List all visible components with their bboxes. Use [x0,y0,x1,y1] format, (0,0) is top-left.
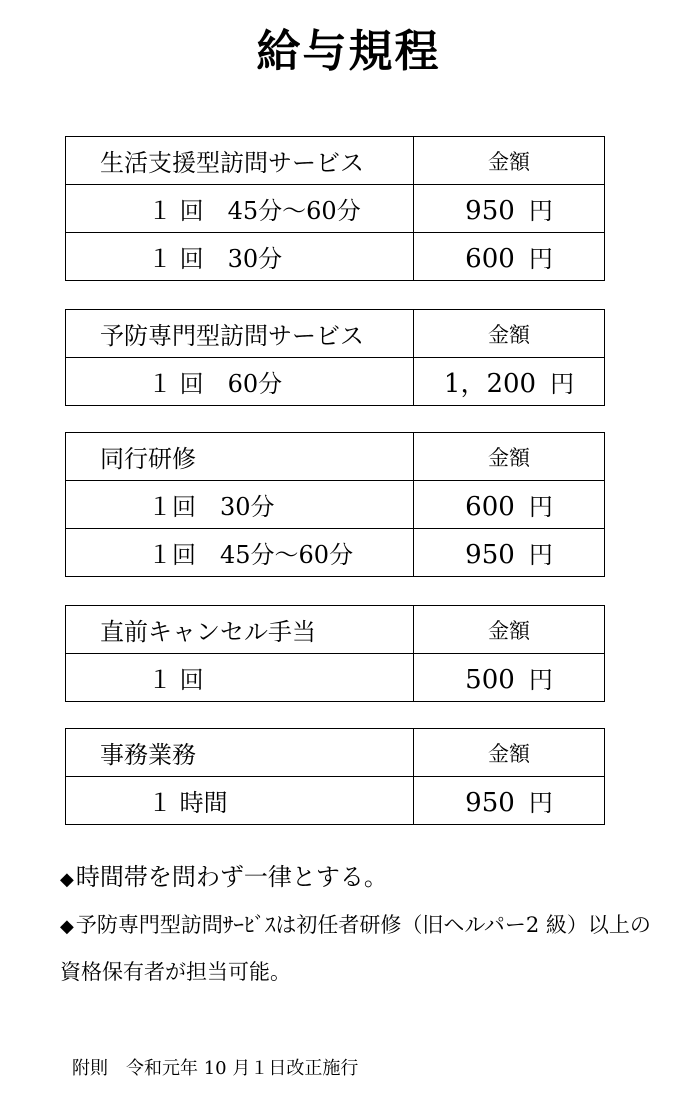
table-row [66,481,605,529]
fee-table-preventive [65,309,605,406]
amount-value: 1，200 [443,369,537,399]
row-amount [414,358,605,406]
fee-table-cancellation [65,605,605,702]
amount-value: 500 [465,665,515,695]
table-row [66,777,605,825]
row-description: １回 45分～60分 [66,529,414,577]
section-name: 予防専門型訪問サービス [66,310,414,358]
row-description: １ 回 60分 [66,358,414,406]
table-header-row [66,137,605,185]
row-amount [414,185,605,233]
note-text: 予防専門型訪問ｻｰﾋﾞｽは初任者研修（旧ヘルパー2 級）以上の [75,913,651,937]
amount-header: 金額 [414,729,605,777]
amount-value: 600 [465,244,515,274]
amount-header: 金額 [414,137,605,185]
note-qualification [60,910,651,942]
row-amount [414,529,605,577]
table-row [66,654,605,702]
yen-unit: 円 [528,493,553,521]
row-amount [414,777,605,825]
fee-table-office-work [65,728,605,825]
row-description: １ 時間 [66,777,414,825]
yen-unit: 円 [528,666,553,694]
table-row [66,358,605,406]
yen-unit: 円 [528,197,553,225]
row-description: １回 30分 [66,481,414,529]
page-title: 給与規程 [256,26,441,77]
table-row [66,185,605,233]
table-header-row [66,310,605,358]
row-amount [414,481,605,529]
section-name: 生活支援型訪問サービス [66,137,414,185]
row-amount [414,654,605,702]
note-text: 資格保有者が担当可能。 [60,960,291,984]
row-amount [414,233,605,281]
fee-table-home-support [65,136,605,281]
amount-value: 600 [465,492,515,522]
amount-header: 金額 [414,606,605,654]
table-row [66,233,605,281]
yen-unit: 円 [528,789,553,817]
note-text: 時間帯を問わず一律とする。 [75,863,388,891]
table-header-row [66,606,605,654]
note-qualification-cont [60,957,291,987]
diamond-bullet-icon: ◆ [60,869,74,890]
amount-header: 金額 [414,310,605,358]
section-name: 事務業務 [66,729,414,777]
row-description: １ 回 30分 [66,233,414,281]
section-name: 直前キャンセル手当 [66,606,414,654]
yen-unit: 円 [550,370,575,398]
fee-table-training [65,432,605,577]
footer-supplementary-provision: 附則 令和元年 10 月１日改正施行 [72,1058,359,1079]
diamond-bullet-icon: ◆ [60,916,74,937]
amount-value: 950 [465,788,515,818]
amount-value: 950 [465,540,515,570]
table-header-row [66,729,605,777]
table-row [66,529,605,577]
row-description: １ 回 [66,654,414,702]
yen-unit: 円 [528,541,553,569]
row-description: １ 回 45分～60分 [66,185,414,233]
table-header-row [66,433,605,481]
amount-header: 金額 [414,433,605,481]
note-uniform-rate [60,862,388,895]
section-name: 同行研修 [66,433,414,481]
amount-value: 950 [465,196,515,226]
yen-unit: 円 [528,245,553,273]
